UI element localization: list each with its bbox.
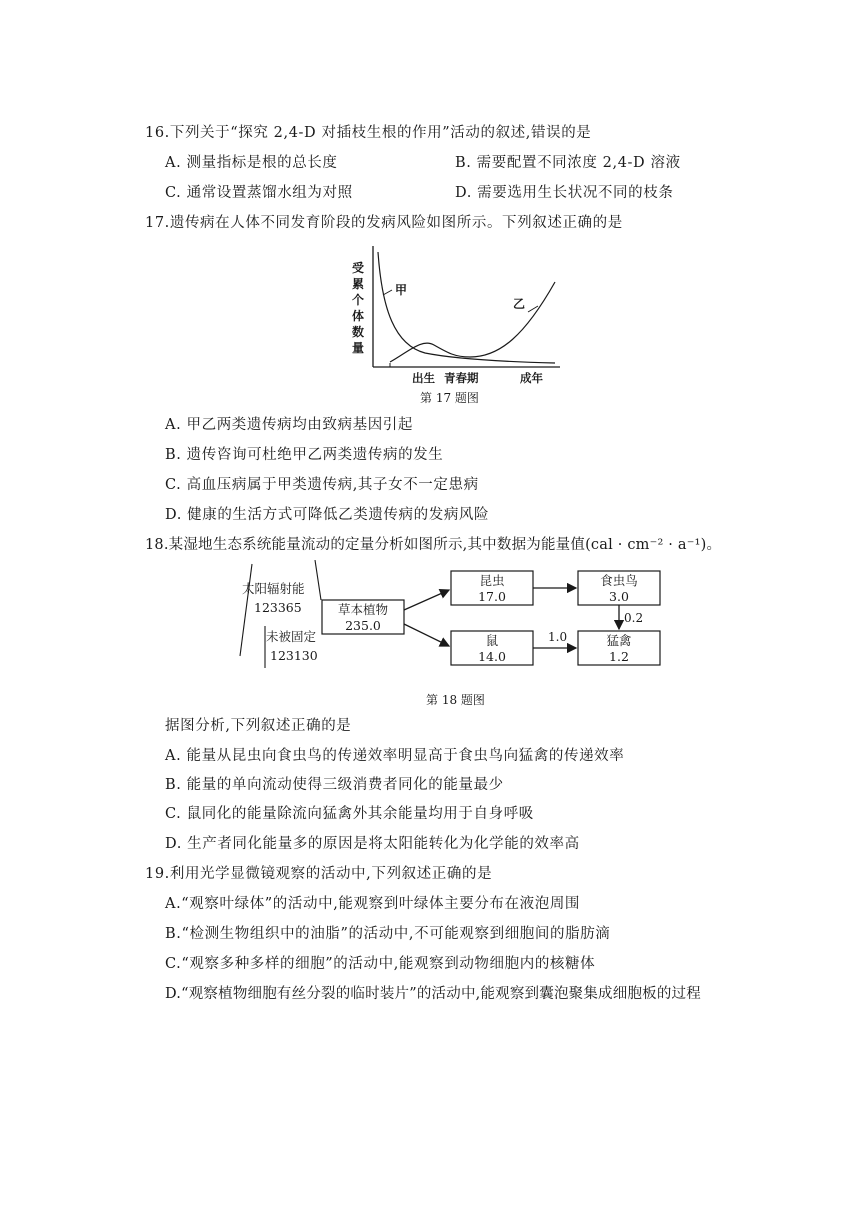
q16-stem: 16.下列关于“探究 2,4-D 对插枝生根的作用”活动的叙述,错误的是 [145, 125, 592, 141]
q16-option-a: A. 测量指标是根的总长度 [165, 155, 338, 171]
q17-curve-jia [378, 252, 555, 363]
q17-option-d: D. 健康的生活方式可降低乙类遗传病的发病风险 [165, 507, 490, 523]
q18-unfixed-label: 未被固定 [266, 629, 317, 644]
q17-curve-yi [390, 282, 555, 362]
q18-mouse-label: 鼠 [485, 633, 499, 648]
q18-figure [230, 560, 690, 678]
q18-bird-value: 3.0 [609, 589, 629, 604]
q16-option-d: D. 需要选用生长状况不同的枝条 [455, 185, 674, 201]
q18-bird-label: 食虫鸟 [600, 573, 638, 588]
q17-option-b: B. 遗传咨询可杜绝甲乙两类遗传病的发生 [165, 447, 444, 463]
q18-raptor-value: 1.2 [609, 649, 629, 664]
q18-option-d: D. 生产者同化能量多的原因是将太阳能转化为化学能的效率高 [165, 836, 580, 852]
q18-unfixed-value: 123130 [270, 648, 318, 663]
q18-mouse-value: 14.0 [478, 649, 506, 664]
q19-option-c: C.“观察多种多样的细胞”的活动中,能观察到动物细胞内的核糖体 [165, 956, 596, 972]
q18-plant-label: 草本植物 [337, 602, 389, 617]
q18-solar-line [240, 564, 252, 656]
q18-stem: 18.某湿地生态系统能量流动的定量分析如图所示,其中数据为能量值(cal · cm⁻² · a⁻¹)。 [145, 537, 722, 553]
q17-stem: 17.遗传病在人体不同发育阶段的发病风险如图所示。下列叙述正确的是 [145, 215, 623, 231]
q18-flow-mouse-raptor: 1.0 [548, 630, 568, 644]
q17-tick-label-adult: 成年 [520, 371, 543, 385]
q18-solar-to-plant [315, 560, 321, 600]
q18-solar-label: 太阳辐射能 [242, 581, 305, 596]
q18-plant-value: 235.0 [345, 618, 381, 633]
q17-label-yi: 乙 [513, 297, 526, 311]
q17-ylabel-4: 体 [352, 309, 365, 323]
q17-jia-leader [383, 290, 392, 295]
q19-option-a: A.“观察叶绿体”的活动中,能观察到叶绿体主要分布在液泡周围 [165, 896, 581, 912]
q18-insect-label: 昆虫 [479, 573, 505, 588]
q18-arrow-plant-mouse [404, 624, 449, 646]
q17-option-a: A. 甲乙两类遗传病均由致病基因引起 [165, 417, 413, 433]
q18-arrow-plant-insect [404, 590, 449, 610]
q18-insect-value: 17.0 [478, 589, 506, 604]
q17-tick-label-birth: 出生 [412, 371, 435, 385]
q18-lead: 据图分析,下列叙述正确的是 [165, 718, 352, 734]
q17-label-jia: 甲 [395, 283, 408, 297]
q18-flow-bird-raptor: 0.2 [624, 611, 644, 625]
q17-ylabel-1: 受 [352, 261, 365, 275]
q17-caption: 第 17 题图 [420, 391, 479, 405]
q17-ylabel-6: 量 [352, 341, 365, 355]
q18-solar-value: 123365 [254, 600, 302, 615]
q16-option-b: B. 需要配置不同浓度 2,4-D 溶液 [455, 155, 681, 171]
q18-option-a: A. 能量从昆虫向食虫鸟的传递效率明显高于食虫鸟向猛禽的传递效率 [165, 748, 625, 764]
q19-option-d: D.“观察植物细胞有丝分裂的临时装片”的活动中,能观察到囊泡聚集成细胞板的过程 [165, 986, 701, 1002]
q17-ylabel-2: 累 [352, 277, 365, 291]
q17-tick-label-puberty: 青春期 [444, 371, 479, 385]
q19-stem: 19.利用光学显微镜观察的活动中,下列叙述正确的是 [145, 866, 493, 882]
q17-option-c: C. 高血压病属于甲类遗传病,其子女不一定患病 [165, 477, 479, 493]
q18-option-b: B. 能量的单向流动使得三级消费者同化的能量最少 [165, 777, 504, 793]
q18-option-c: C. 鼠同化的能量除流向猛禽外其余能量均用于自身呼吸 [165, 806, 534, 822]
q17-ylabel-5: 数 [352, 325, 365, 339]
q18-raptor-label: 猛禽 [606, 633, 632, 648]
q16-option-c: C. 通常设置蒸馏水组为对照 [165, 185, 353, 201]
q19-option-b: B.“检测生物组织中的油脂”的活动中,不可能观察到细胞间的脂肪滴 [165, 926, 611, 942]
q17-figure [340, 240, 580, 390]
q17-ylabel-3: 个 [352, 293, 365, 307]
q18-caption: 第 18 题图 [426, 693, 485, 707]
